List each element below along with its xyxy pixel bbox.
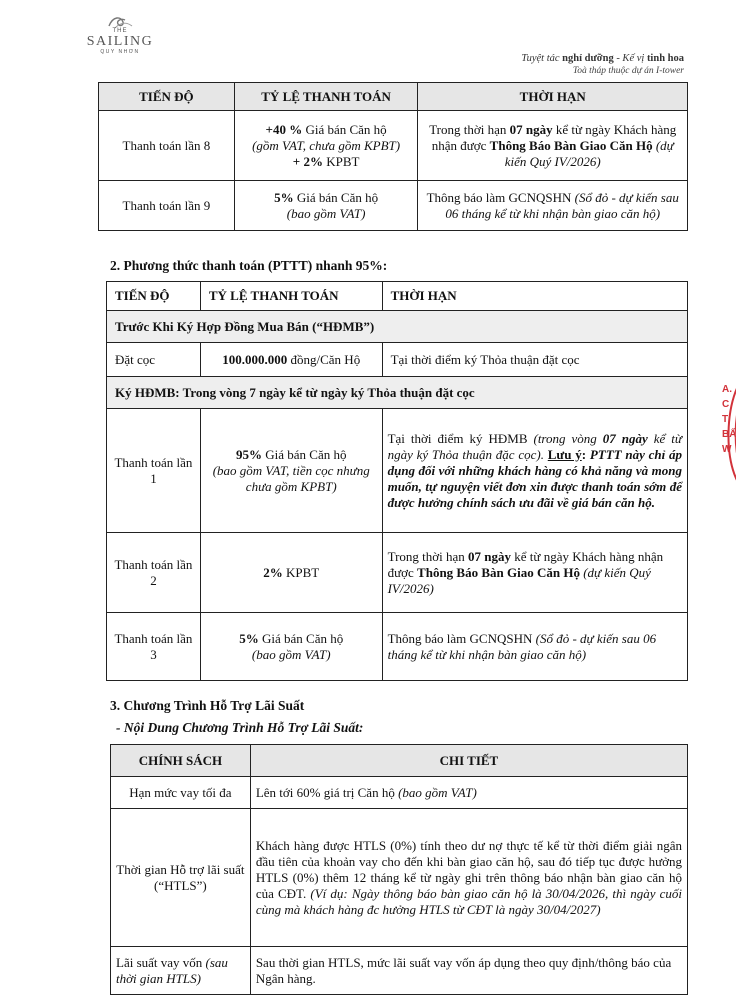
red-seal-stamp: A. C T BẤ W bbox=[716, 368, 736, 498]
header-tagline bbox=[521, 52, 684, 78]
term-cell: Tại thời điểm ký HĐMB (trong vòng 07 ngày kể từ ngày ký Thỏa thuận đặc cọc). Lưu ý: PTTT này chỉ áp dụng đối với những khách hàng có khả năng và mong muốn, tự nguyện viết đơn xin được thanh toán sớm để được hưởng chính sách ưu đãi về giá bán căn hộ. bbox=[382, 409, 687, 533]
rate-cell: 2% KPBT bbox=[200, 533, 382, 613]
stage-cell: Thanh toán lần 8 bbox=[99, 111, 235, 181]
col-header-term: THỜI HẠN bbox=[418, 83, 688, 111]
rate-cell: 5% Giá bán Căn hộ (bao gồm VAT) bbox=[234, 181, 418, 231]
rate-cell: +40 % Giá bán Căn hộ (gồm VAT, chưa gồm KPBT) + 2% KPBT bbox=[234, 111, 418, 181]
logo-line1: THE bbox=[112, 28, 128, 34]
sign-contract-row: Ký HĐMB: Trong vòng 7 ngày kể từ ngày ký Thỏa thuận đặt cọc bbox=[107, 377, 688, 409]
interest-support-table bbox=[110, 744, 688, 995]
term-cell: Thông báo làm GCNQSHN (Sổ đỏ - dự kiến sau 06 tháng kể từ khi nhận bàn giao căn hộ) bbox=[418, 181, 688, 231]
detail-cell: Sau thời gian HTLS, mức lãi suất vay vốn áp dụng theo quy định/thông báo của Ngân hàng. bbox=[250, 947, 687, 995]
table-row bbox=[107, 613, 688, 681]
sailing-logo bbox=[82, 14, 158, 55]
col-header-rate: TỶ LỆ THANH TOÁN bbox=[200, 282, 382, 311]
rate-cell: 100.000.000 đồng/Căn Hộ bbox=[200, 343, 382, 377]
policy-cell: Hạn mức vay tối đa bbox=[111, 777, 251, 809]
pre-contract-row: Trước Khi Ký Hợp Đồng Mua Bán (“HĐMB”) bbox=[107, 311, 688, 343]
table-row bbox=[107, 533, 688, 613]
section-3-title: 3. Chương Trình Hỗ Trợ Lãi Suất bbox=[110, 698, 305, 713]
section-2-title: 2. Phương thức thanh toán (PTTT) nhanh 95%: bbox=[110, 258, 388, 273]
table-row bbox=[111, 777, 688, 809]
rate-cell: 95% Giá bán Căn hộ (bao gồm VAT, tiền cọc nhưng chưa gồm KPBT) bbox=[200, 409, 382, 533]
col-header-stage: TIẾN ĐỘ bbox=[107, 282, 201, 311]
stage-cell: Thanh toán lần 9 bbox=[99, 181, 235, 231]
logo-line2: SAILING bbox=[86, 34, 154, 49]
policy-cell: Thời gian Hỗ trợ lãi suất (“HTLS”) bbox=[111, 809, 251, 947]
tagline-line1: Tuyệt tác nghỉ dưỡng - Kế vị tinh hoa bbox=[521, 53, 684, 64]
table-row bbox=[99, 181, 688, 231]
table-row bbox=[107, 343, 688, 377]
payment-schedule-table-continued bbox=[98, 82, 688, 231]
col-header-stage: TIẾN ĐỘ bbox=[99, 83, 235, 111]
note-label: Lưu ý bbox=[547, 446, 582, 462]
section-3-subtitle: - Nội Dung Chương Trình Hỗ Trợ Lãi Suất: bbox=[116, 720, 364, 735]
detail-cell: Khách hàng được HTLS (0%) tính theo dư nợ thực tế kể từ thời điểm giải ngân đầu tiên của khoản vay cho đến khi bàn giao căn hộ, sau đó tiếp tục được hưởng HTLS (0%) thêm 12 tháng kể từ ngày ghi trên thông báo nhận bàn giao căn hộ của CĐT. (Ví dụ: Ngày thông báo bàn giao căn hộ là 30/04/2026, thì ngày cuối cùng mà khách hàng đc hưởng HTLS từ CĐT là ngày 30/04/2027) bbox=[250, 809, 687, 947]
table-row bbox=[111, 809, 688, 947]
stage-cell: Thanh toán lần 2 bbox=[107, 533, 201, 613]
term-cell: Tại thời điểm ký Thỏa thuận đặt cọc bbox=[382, 343, 687, 377]
tagline-line2: Toà tháp thuộc dự án I-tower bbox=[572, 66, 684, 76]
stage-cell: Thanh toán lần 1 bbox=[107, 409, 201, 533]
table-row bbox=[107, 409, 688, 533]
col-header-term: THỜI HẠN bbox=[382, 282, 687, 311]
col-header-rate: TỶ LỆ THANH TOÁN bbox=[234, 83, 418, 111]
stage-cell: Thanh toán lần 3 bbox=[107, 613, 201, 681]
table-row bbox=[99, 111, 688, 181]
stage-cell: Đặt cọc bbox=[107, 343, 201, 377]
table-row bbox=[111, 947, 688, 995]
col-header-policy: CHÍNH SÁCH bbox=[111, 745, 251, 777]
term-cell: Thông báo làm GCNQSHN (Sổ đỏ - dự kiến sau 06 tháng kể từ khi nhận bàn giao căn hộ) bbox=[382, 613, 687, 681]
rate-cell: 5% Giá bán Căn hộ (bao gồm VAT) bbox=[200, 613, 382, 681]
col-header-detail: CHI TIẾT bbox=[250, 745, 687, 777]
term-cell: Trong thời hạn 07 ngày kể từ ngày Khách hàng nhận được Thông Báo Bàn Giao Căn Hộ (dự kiến Quý IV/2026) bbox=[418, 111, 688, 181]
policy-cell: Lãi suất vay vốn (sau thời gian HTLS) bbox=[111, 947, 251, 995]
detail-cell: Lên tới 60% giá trị Căn hộ (bao gồm VAT) bbox=[250, 777, 687, 809]
fast-payment-table bbox=[106, 281, 688, 681]
logo-line3: QUY NHƠN bbox=[100, 49, 140, 55]
stamp-ring-icon bbox=[716, 368, 736, 498]
term-cell: Trong thời hạn 07 ngày kể từ ngày Khách hàng nhận được Thông Báo Bàn Giao Căn Hộ (dự kiến Quý IV/2026) bbox=[382, 533, 687, 613]
